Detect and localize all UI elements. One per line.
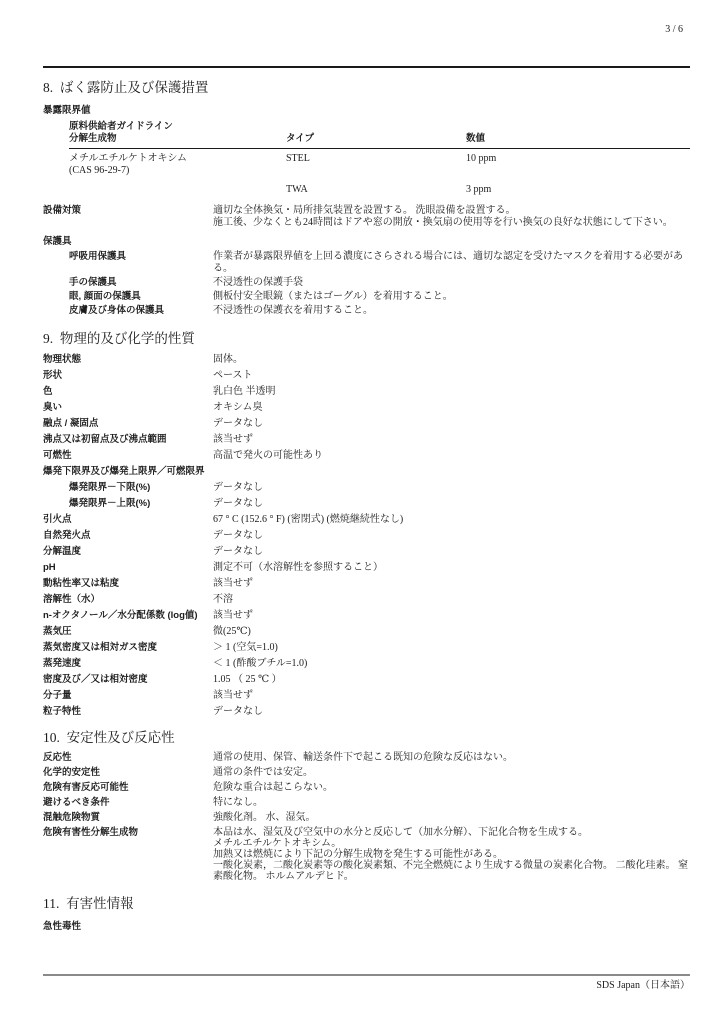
row-value: データなし: [213, 546, 263, 557]
property-row: [43, 434, 690, 446]
row-label: 物理状態: [43, 354, 82, 365]
table-row: [69, 184, 690, 196]
row-value: 微(25℃): [213, 626, 251, 637]
protective-equipment-label: 保護具: [43, 236, 72, 247]
property-row: [43, 706, 690, 718]
row-value: データなし: [213, 482, 263, 493]
equipment-line: 適切な全体換気・局所排気装置を設置する。 洗眼設備を設置する。: [213, 205, 516, 216]
row-label: 反応性: [43, 752, 72, 763]
col-header-value: 数値: [466, 133, 486, 144]
respiratory-protection-row: [43, 251, 690, 275]
row-label: 避けるべき条件: [43, 797, 110, 808]
hazardous-reactions-row: [43, 782, 690, 794]
row-label: 皮膚及び身体の保護具: [69, 305, 165, 316]
type-cell: TWA: [286, 184, 308, 195]
stability-reactivity-rows: [43, 752, 690, 882]
decomposition-line: メチルエチルケトオキシム。: [213, 838, 342, 849]
row-label: 沸点又は初留点及び沸点範囲: [43, 434, 167, 445]
row-label: 色: [43, 386, 53, 397]
decomposition-lines: [213, 827, 690, 882]
property-row: [43, 354, 690, 366]
row-value: 特になし。: [213, 797, 263, 808]
row-value: データなし: [213, 498, 263, 509]
incompatible-materials-row: [43, 812, 690, 824]
section-8-title: 8. ばく露防止及び保護措置: [43, 80, 209, 95]
row-label: 形状: [43, 370, 63, 381]
property-row: [43, 530, 690, 542]
substance-cas: (CAS 96-29-7): [69, 165, 130, 176]
row-label: 爆発限界－上限(%): [69, 498, 151, 509]
equipment-measures-value: [213, 205, 690, 229]
row-label: 自然発火点: [43, 530, 91, 541]
row-label: 密度及び／又は相対密度: [43, 674, 148, 685]
eye-face-protection-row: [43, 291, 690, 303]
property-row: [43, 578, 690, 590]
row-value: データなし: [213, 706, 263, 717]
property-row: [43, 674, 690, 686]
row-label: 危険有害反応可能性: [43, 782, 129, 793]
footer-rule: [43, 974, 690, 976]
substance-name: メチルエチルケトオキシム: [69, 153, 187, 164]
row-label: 蒸気圧: [43, 626, 72, 637]
row-label: 分解温度: [43, 546, 82, 557]
row-label: 融点 / 凝固点: [43, 418, 99, 429]
row-value: 該当せず: [213, 434, 253, 445]
value-cell: 3 ppm: [466, 184, 492, 195]
row-label: 蒸気密度又は相対ガス密度: [43, 642, 158, 653]
row-value: 側板付安全眼鏡（またはゴーグル）を着用すること。: [213, 291, 453, 302]
row-value: ペースト: [213, 370, 253, 381]
chemical-stability-row: [43, 767, 690, 779]
page-number: 3 / 6: [665, 24, 683, 35]
property-row: [43, 546, 690, 558]
row-label: 分子量: [43, 690, 72, 701]
row-value: データなし: [213, 418, 263, 429]
property-row: [43, 562, 690, 574]
row-value: 不溶: [213, 594, 233, 605]
row-label: 手の保護具: [69, 277, 117, 288]
hand-protection-row: [43, 277, 690, 289]
row-value: 該当せず: [213, 578, 253, 589]
table-row: [69, 153, 690, 177]
property-row: [43, 402, 690, 414]
page-footer: [43, 974, 690, 992]
property-row: [43, 386, 690, 398]
row-value: 固体。: [213, 354, 243, 365]
type-cell: STEL: [286, 153, 310, 164]
decomposition-line: 本品は水、湿気及び空気中の水分と反応して（加水分解）、下記化合物を生成する。: [213, 827, 588, 838]
table-guideline-label: 原料供給者ガイドライン: [69, 121, 173, 132]
row-label: 爆発限界－下限(%): [69, 482, 151, 493]
equipment-measures-row: [43, 205, 690, 229]
property-row: [43, 418, 690, 430]
decomposition-products-row: [43, 827, 690, 882]
property-row: [43, 690, 690, 702]
footer-text: SDS Japan（日本語）: [596, 980, 690, 991]
physical-chemical-properties: [43, 354, 690, 718]
row-label: n-オクタノール／水分配係数 (log値): [43, 610, 198, 621]
decomposition-line: 加熱又は燃焼により下記の分解生成物を発生する可能性がある。: [213, 849, 503, 860]
reactivity-row: [43, 752, 690, 764]
property-row: [43, 610, 690, 622]
row-label: 化学的安定性: [43, 767, 101, 778]
row-label: 可燃性: [43, 450, 72, 461]
row-label: 粒子特性: [43, 706, 82, 717]
row-value: 不浸透性の保護衣を着用すること。: [213, 305, 373, 316]
row-value: 1.05 （ 25 ℃ ）: [213, 674, 282, 685]
row-value: オキシム臭: [213, 402, 263, 413]
row-label: 動粘性率又は粘度: [43, 578, 120, 589]
row-label: 臭い: [43, 402, 63, 413]
row-label: 危険有害性分解生成物: [43, 827, 139, 838]
row-label: 爆発下限界及び爆発上限界／可燃限界: [43, 466, 205, 477]
section-9-title: 9. 物理的及び化学的性質: [43, 331, 195, 346]
row-label: 眼, 顔面の保護具: [69, 291, 141, 302]
section-10-title: 10. 安定性及び反応性: [43, 730, 175, 745]
row-value: 危険な重合は起こらない。: [213, 782, 333, 793]
row-value: 作業者が暴露限界値を上回る濃度にさらされる場合には、適切な認定を受けたマスクを着用する必要がある。: [213, 251, 683, 274]
col-header-substance: 分解生成物: [69, 133, 117, 144]
property-row: [43, 658, 690, 670]
header-rule: [43, 66, 690, 68]
table-header-row: [69, 133, 690, 149]
row-label: 蒸発速度: [43, 658, 82, 669]
row-value: 高温で発火の可能性あり: [213, 450, 323, 461]
row-label: 溶解性（水）: [43, 594, 101, 605]
row-label: 混触危険物質: [43, 812, 101, 823]
equipment-measures-label: 設備対策: [43, 205, 82, 216]
exposure-limit-table: [69, 121, 690, 196]
acute-toxicity-label: 急性毒性: [43, 921, 82, 932]
decomposition-line: 一酸化炭素，二酸化炭素等の酸化炭素類、不完全燃焼により生成する微量の炭素化合物。 二酸化珪素。 窒素酸化物。 ホルムアルデヒド。: [213, 860, 688, 882]
protective-equipment-list: [43, 251, 690, 317]
row-value: 強酸化剤。 水、湿気。: [213, 812, 316, 823]
exposure-limit-label: 暴露限界値: [43, 105, 91, 116]
row-value: ＞ 1 (空気=1.0): [213, 642, 278, 653]
col-header-type: タイプ: [286, 133, 315, 144]
substance-cell: [69, 153, 286, 177]
row-label: pH: [43, 562, 56, 573]
row-value: データなし: [213, 530, 263, 541]
property-row: [43, 482, 690, 494]
row-value: 67 ° C (152.6 ° F) (密閉式) (燃焼継続性なし): [213, 514, 404, 525]
value-cell: 10 ppm: [466, 153, 497, 164]
row-value: 該当せず: [213, 610, 253, 621]
property-row: [43, 498, 690, 510]
page-content: [43, 0, 690, 933]
substance-cell: [69, 184, 286, 196]
property-row: [43, 514, 690, 526]
conditions-to-avoid-row: [43, 797, 690, 809]
property-row: [43, 450, 690, 462]
row-value: 乳白色 半透明: [213, 386, 276, 397]
section-11-title: 11. 有害性情報: [43, 896, 134, 911]
skin-body-protection-row: [43, 305, 690, 317]
row-value: ＜ 1 (酢酸ブチル=1.0): [213, 658, 308, 669]
property-row: [43, 626, 690, 638]
row-label: 呼吸用保護具: [69, 251, 127, 262]
row-value: 不浸透性の保護手袋: [213, 277, 303, 288]
row-value: 該当せず: [213, 690, 253, 701]
row-value: 通常の使用、保管、輸送条件下で起こる既知の危険な反応はない。: [213, 752, 513, 763]
property-row: [43, 370, 690, 382]
property-row: [43, 594, 690, 606]
explosion-limits-group-label: [43, 466, 690, 478]
property-row: [43, 642, 690, 654]
row-value: 通常の条件では安定。: [213, 767, 313, 778]
equipment-line: 施工後、少なくとも24時間はドアや窓の開放・換気扇の使用等を行い換気の良好な状態にして下さい。: [213, 217, 673, 228]
row-label: 引火点: [43, 514, 72, 525]
row-value: 測定不可（水溶解性を参照すること）: [213, 562, 383, 573]
